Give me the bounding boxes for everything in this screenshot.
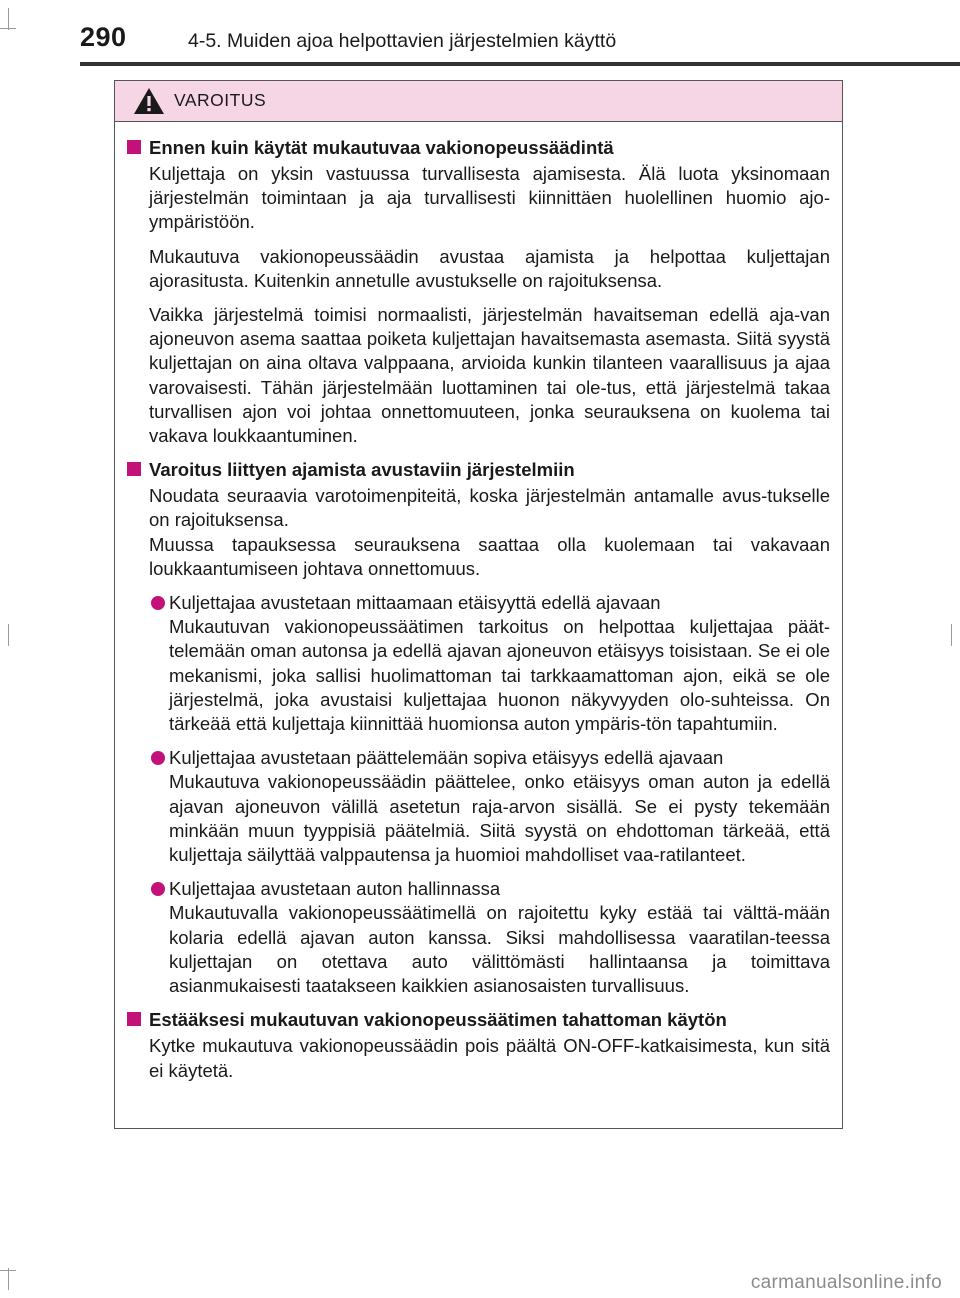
circle-bullet-icon xyxy=(151,882,165,896)
crop-mark xyxy=(0,1270,16,1271)
list-item-title: Kuljettajaa avustetaan mittaamaan etäisyyttä edellä ajavaan xyxy=(169,592,661,614)
square-bullet-icon xyxy=(127,1012,141,1026)
circle-bullet-icon xyxy=(151,751,165,765)
list-item-title: Kuljettajaa avustetaan auton hallinnassa xyxy=(169,878,501,900)
paragraph: Noudata seuraavia varotoimenpiteitä, koska järjestelmän antamalle avus-tukselle on rajoituksensa. xyxy=(149,485,830,531)
paragraph: Kytke mukautuva vakionopeussäädin pois päältä ON-OFF-katkaisimesta, kun sitä ei käytetä. xyxy=(149,1035,830,1081)
square-bullet-icon xyxy=(127,140,141,154)
warning-header xyxy=(115,81,842,122)
list-item-text: Mukautuva vakionopeussäädin päättelee, onko etäisyys oman auton ja edellä ajavan ajoneuvon välillä asetetun raja-arvon sisällä. Se ei pysty tekemään minkään muun tyyppisiä päätelmiä. Siitä syystä on ehdottoman tärkeää, että kuljettaja säilyttää valppautensa ja huomioi mahdolliset vaa-ratilanteet. xyxy=(169,771,830,866)
crop-mark xyxy=(8,1268,9,1290)
section-heading: Estääksesi mukautuvan vakionopeussäätimen tahattoman käytön xyxy=(125,1008,830,1032)
square-bullet-icon xyxy=(127,462,141,476)
paragraph: Muussa tapauksessa seurauksena saattaa olla kuolemaan tai vakavaan loukkaantumiseen johtava onnettomuus. xyxy=(149,533,830,579)
warning-triangle-icon xyxy=(133,87,165,115)
list-item-title: Kuljettajaa avustetaan päättelemään sopiva etäisyys edellä ajavaan xyxy=(169,747,724,769)
crop-mark xyxy=(8,624,9,646)
section-heading: Varoitus liittyen ajamista avustaviin järjestelmiin xyxy=(125,458,830,482)
warning-box xyxy=(114,80,843,1129)
warning-label: VAROITUS xyxy=(174,90,267,110)
watermark: carmanualsonline.info xyxy=(750,1272,942,1293)
list-item xyxy=(125,591,830,736)
list-item xyxy=(125,746,830,867)
page-header xyxy=(0,0,960,70)
circle-bullet-icon xyxy=(151,596,165,610)
list-item-text: Mukautuvan vakionopeussäätimen tarkoitus on helpottaa kuljettajaa päät-telemään oman autonsa ja edellä ajavan ajoneuvon etäisyys toisistaan. Se ei ole mekanismi, joka sallisi huolimattoman tai tarkkaamattoman ajon, eikä se ole järjestelmä, joka avustaisi kuljettajaa huonon näkyvyyden olo-suhteissa. On tärkeää että kuljettaja kiinnittää huomionsa auton ympäris-tön tapahtumiin. xyxy=(169,616,830,735)
header-rule xyxy=(80,62,960,66)
section-heading: Ennen kuin käytät mukautuvaa vakionopeussäädintä xyxy=(125,136,830,160)
list-item-text: Mukautuvalla vakionopeussäätimellä on rajoitettu kyky estää tai välttä-mään kolaria edellä ajavan auton kanssa. Siksi mahdollisessa vaaratilan-teessa kuljettajan on otettava auto välittömästi hallintaansa ja toimittava asianmukaisesti taatakseen kaikkien asianosaisten turvallisuus. xyxy=(169,902,830,997)
paragraph: Vaikka järjestelmä toimisi normaalisti, järjestelmän havaitseman edellä aja-van ajoneuvon asema saattaa poiketa kuljettajan havaitsemasta asemasta. Siitä syystä kuljettajan on aina oltava valppaana, arvioida kunkin tilanteen vaarallisuus ja ajaa varovaisesti. Tähän järjestelmään luottaminen tai ole-tus, että järjestelmä takaa turvallisen ajon voi johtaa onnettomuuteen, jonka seurauksena on kuolema tai vakava loukkaantuminen. xyxy=(149,304,830,447)
chapter-title: 4-5. Muiden ajoa helpottavien järjestelmien käyttö xyxy=(188,30,617,52)
crop-mark xyxy=(951,624,952,646)
warning-content xyxy=(115,122,842,1083)
paragraph: Mukautuva vakionopeussäädin avustaa ajamista ja helpottaa kuljettajan ajorasitusta. Kuitenkin annetulle avustukselle on rajoituksensa. xyxy=(149,245,830,291)
page-number: 290 xyxy=(80,22,127,52)
paragraph: Kuljettaja on yksin vastuussa turvallisesta ajamisesta. Älä luota yksinomaan järjestelmän toimintaan ja aja turvallisesti kiinnittäen huolellinen huomio ajo-ympäristöön. xyxy=(149,163,830,233)
list-item xyxy=(125,877,830,998)
